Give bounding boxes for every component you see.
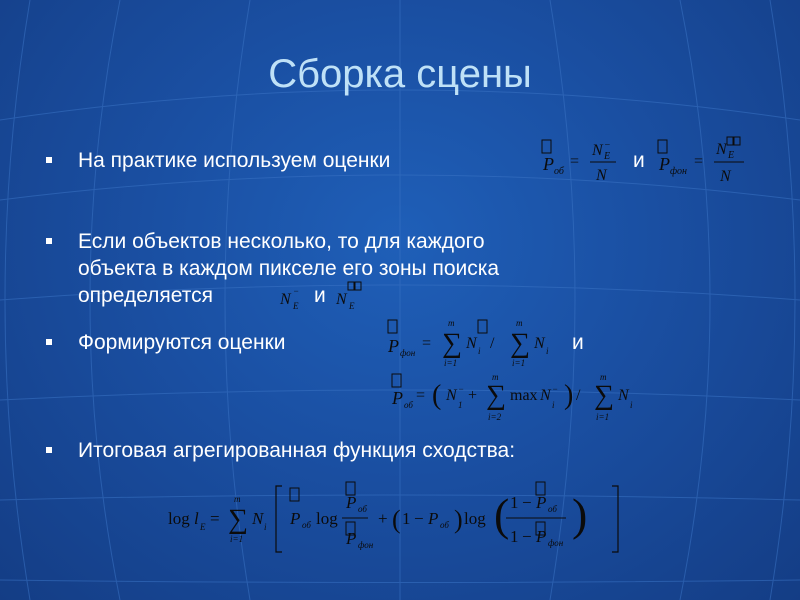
svg-text:−: −	[604, 140, 611, 151]
svg-text:фон: фон	[358, 540, 374, 550]
svg-text:∑: ∑	[510, 328, 530, 359]
bullet-text-1: На практике используем оценки	[78, 149, 391, 172]
svg-text:): )	[454, 505, 463, 534]
svg-text:/: /	[576, 387, 581, 404]
svg-text:1: 1	[510, 527, 519, 546]
formula-p-fon	[656, 134, 752, 190]
svg-text:P: P	[290, 509, 301, 528]
svg-text:P: P	[392, 388, 403, 408]
svg-text:∑: ∑	[594, 380, 614, 411]
svg-text:i=1: i=1	[230, 534, 244, 544]
svg-text:−: −	[414, 509, 424, 528]
svg-text:об: об	[440, 520, 449, 530]
bullet-marker	[46, 157, 52, 163]
slide-title: Сборка сцены	[268, 52, 532, 96]
svg-text:i=1: i=1	[444, 358, 458, 368]
bullet-text-2a: Если объектов несколько, то для каждого	[78, 230, 485, 253]
formula-p-ob	[540, 136, 632, 188]
svg-text:i: i	[478, 346, 481, 356]
svg-text:P: P	[659, 154, 670, 174]
svg-text:∑: ∑	[442, 328, 462, 359]
svg-text:1: 1	[402, 509, 411, 528]
svg-text:−: −	[522, 527, 532, 546]
svg-text:N: N	[466, 335, 477, 352]
svg-text:об: об	[554, 166, 564, 177]
bullet-text-3: Формируются оценки	[78, 331, 286, 354]
svg-text:log: log	[168, 509, 190, 528]
svg-text:−: −	[522, 493, 532, 512]
svg-text:P: P	[543, 154, 554, 174]
svg-text:): )	[572, 489, 588, 540]
bullet-marker	[46, 339, 52, 345]
svg-text:+: +	[378, 509, 388, 528]
svg-text:i: i	[264, 522, 267, 532]
formula-n-plus	[334, 278, 374, 316]
svg-text:+: +	[468, 387, 478, 404]
svg-text:=: =	[422, 335, 432, 352]
bullet-text-2b: объекта в каждом пикселе его зоны поиска	[78, 257, 500, 280]
svg-text:N: N	[720, 168, 731, 185]
svg-text:E: E	[293, 301, 299, 311]
svg-text:∑: ∑	[486, 380, 506, 411]
svg-text:об: об	[302, 520, 311, 530]
svg-text:log: log	[464, 509, 486, 528]
svg-text:об: об	[404, 400, 413, 410]
svg-text:P: P	[428, 509, 439, 528]
svg-text:log: log	[316, 509, 338, 528]
conjunction-3: и	[572, 331, 584, 354]
svg-text:N: N	[280, 291, 291, 308]
svg-text:P: P	[536, 493, 547, 512]
svg-text:m: m	[492, 372, 499, 382]
svg-text:=: =	[694, 153, 704, 170]
svg-text:i=1: i=1	[596, 412, 610, 422]
svg-text:N: N	[596, 167, 607, 184]
svg-text:E: E	[604, 151, 611, 162]
svg-text:(: (	[494, 489, 510, 540]
svg-text:P: P	[346, 493, 357, 512]
svg-text:E: E	[200, 522, 206, 532]
svg-text:m: m	[448, 318, 455, 328]
formula-p-ob-aggregate	[388, 370, 688, 426]
svg-text:N: N	[336, 291, 347, 308]
svg-text:N: N	[534, 335, 545, 352]
svg-text:(: (	[392, 505, 401, 534]
conjunction-2: и	[314, 284, 326, 307]
svg-text:=: =	[210, 509, 220, 528]
svg-text:=: =	[570, 153, 580, 170]
svg-text:i=1: i=1	[512, 358, 526, 368]
svg-text:N: N	[618, 387, 629, 404]
svg-text:об: об	[358, 504, 367, 514]
formula-log-likelihood	[166, 478, 636, 562]
svg-text:max: max	[510, 387, 538, 404]
svg-text:E: E	[349, 301, 355, 311]
svg-text:фон: фон	[400, 348, 416, 358]
svg-text:−: −	[552, 384, 559, 394]
conjunction-1: и	[633, 149, 645, 172]
svg-text:−: −	[458, 384, 465, 394]
svg-text:1: 1	[458, 400, 463, 410]
svg-text:i: i	[546, 346, 549, 356]
svg-text:l: l	[194, 509, 199, 528]
svg-text:∑: ∑	[228, 504, 248, 535]
svg-text:об: об	[548, 504, 557, 514]
formula-n-minus	[278, 282, 312, 316]
svg-text:P: P	[536, 527, 547, 546]
formula-p-fon-aggregate	[384, 314, 568, 370]
bullet-marker	[46, 238, 52, 244]
svg-text:i: i	[552, 400, 555, 410]
bullet-text-4: Итоговая агрегированная функция сходства:	[78, 439, 516, 462]
svg-text:−: −	[293, 286, 300, 296]
svg-text:): )	[564, 380, 574, 411]
svg-text:N: N	[716, 141, 727, 158]
svg-text:(: (	[432, 380, 442, 411]
svg-text:P: P	[388, 336, 399, 356]
svg-text:фон: фон	[670, 166, 687, 177]
svg-text:i=2: i=2	[488, 412, 502, 422]
bullet-text-2c: определяется	[78, 284, 214, 307]
svg-text:фон: фон	[548, 538, 564, 548]
svg-text:E: E	[728, 150, 735, 161]
svg-text:m: m	[234, 494, 241, 504]
svg-text:N: N	[252, 509, 264, 528]
svg-text:m: m	[516, 318, 523, 328]
svg-text:N: N	[446, 387, 457, 404]
svg-text:N: N	[592, 142, 603, 159]
svg-text:1: 1	[510, 493, 519, 512]
svg-text:/: /	[490, 335, 495, 352]
svg-text:N: N	[540, 387, 551, 404]
svg-text:m: m	[600, 372, 607, 382]
svg-text:=: =	[416, 387, 426, 404]
svg-text:P: P	[346, 529, 357, 548]
svg-text:i: i	[630, 400, 633, 410]
bullet-marker	[46, 447, 52, 453]
